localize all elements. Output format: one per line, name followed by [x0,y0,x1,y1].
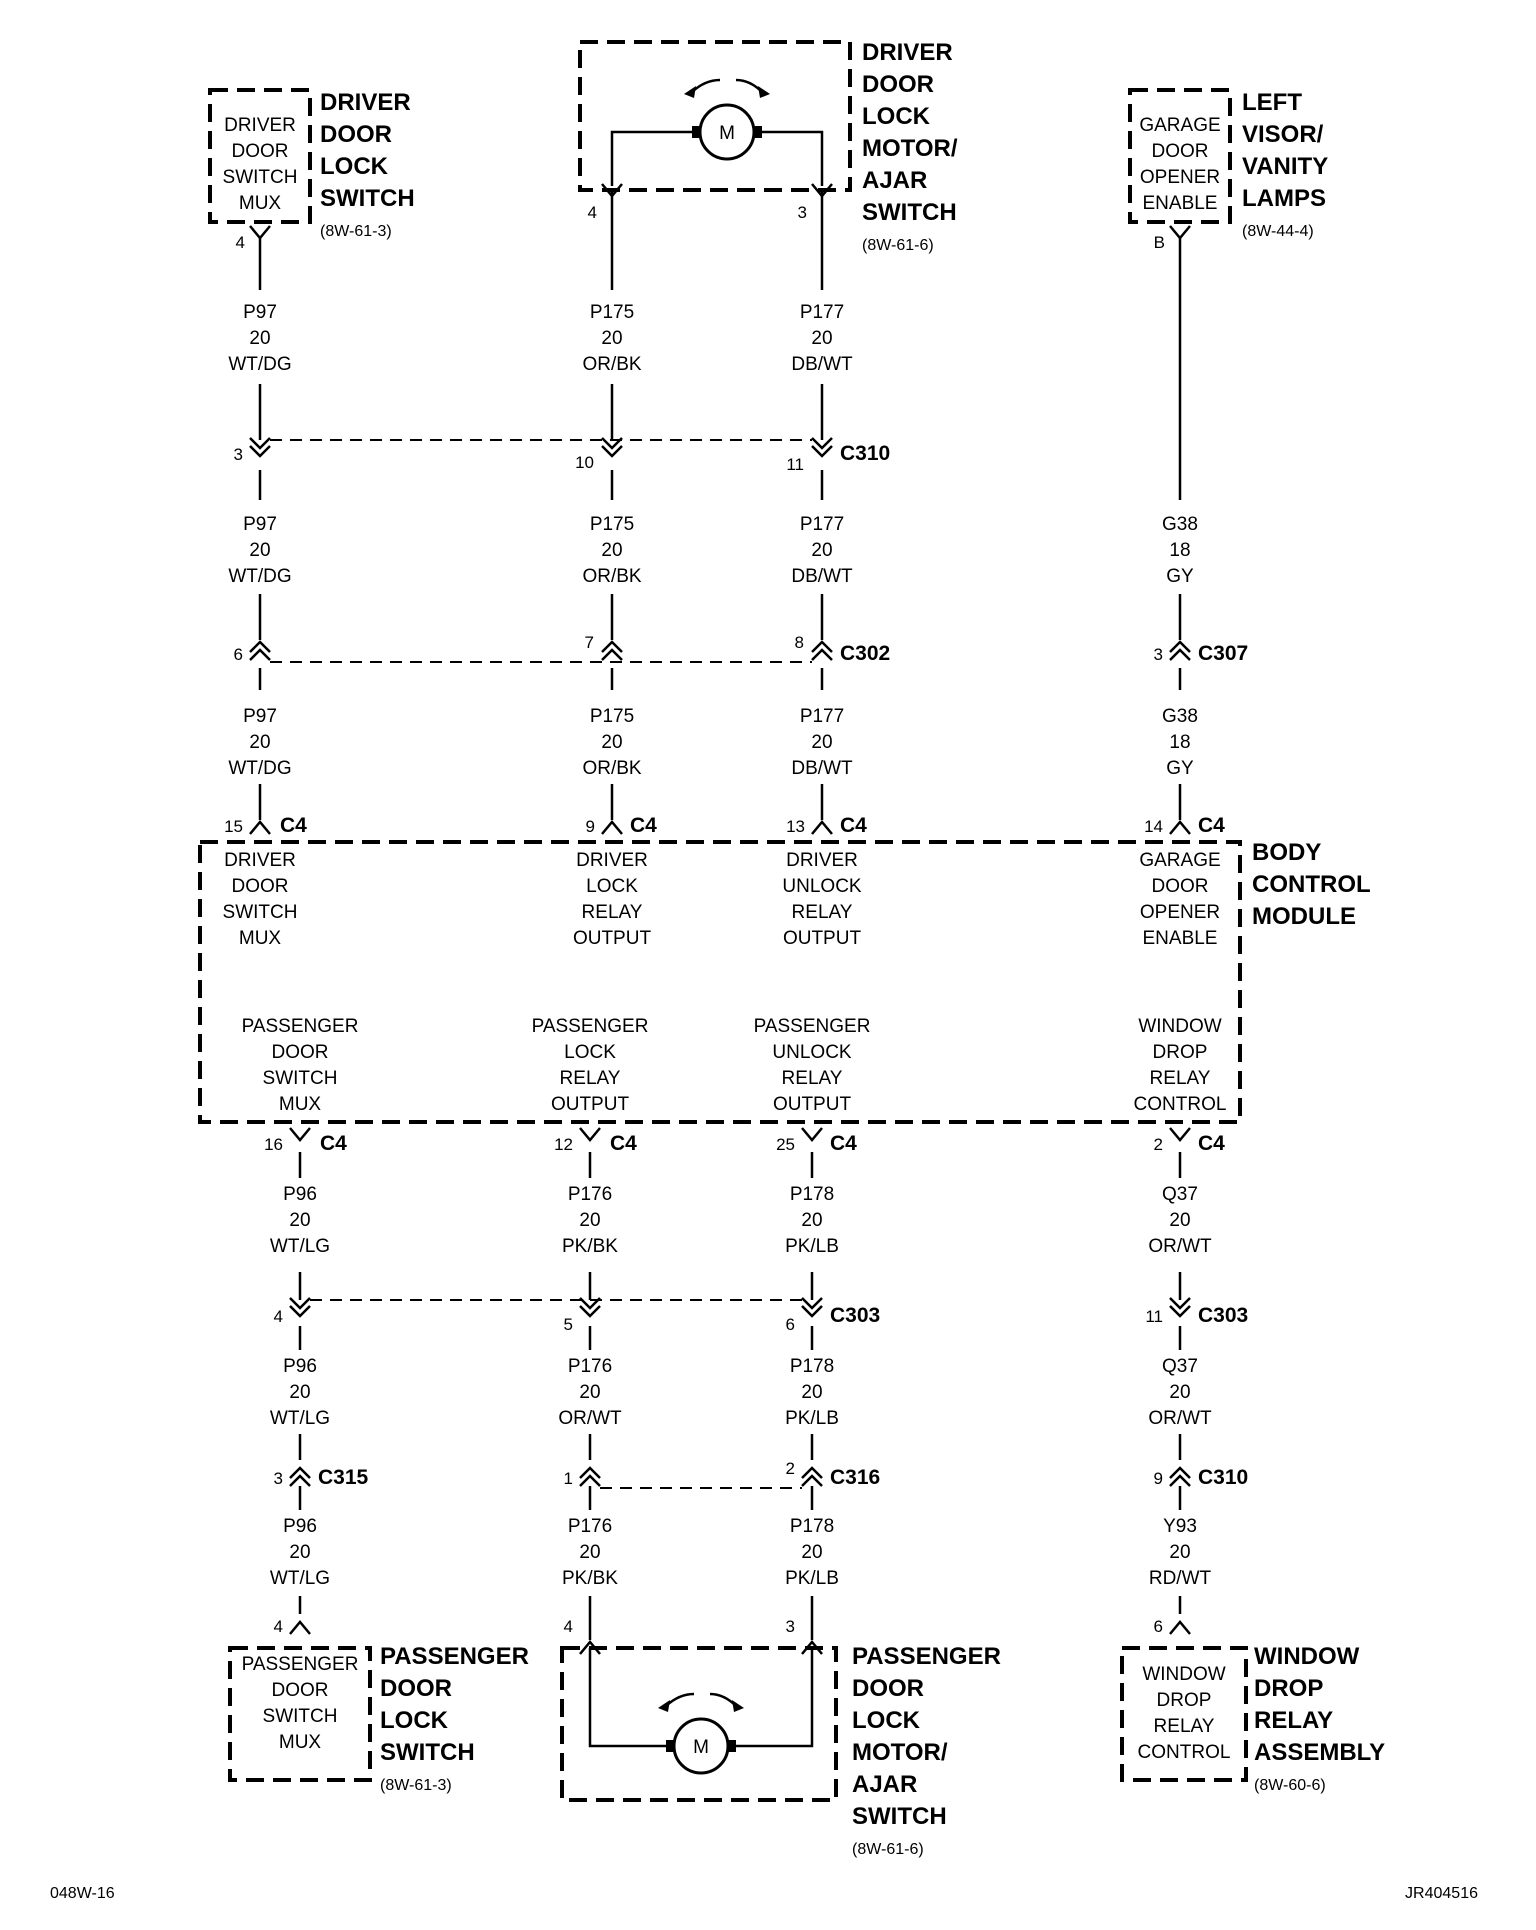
pin-g-c303: 6 [785,1315,795,1334]
wire-b1-color: OR/BK [582,354,642,375]
pin-bcm-9: 9 [585,817,595,836]
label-c315: C315 [318,1466,369,1489]
wire-g2-gauge: 20 [801,1382,823,1403]
wire-f1-gauge: 20 [579,1210,601,1231]
window-relay-inner-1: WINDOW [1142,1664,1226,1685]
bcm-top-c-3: RELAY [791,902,853,923]
pass-motor-title-5: AJAR [852,1771,918,1798]
wire-e1-color: WT/LG [269,1236,331,1257]
driver-motor-title-6: SWITCH [862,199,957,226]
label-c4-14: C4 [1198,814,1225,837]
wire-b3-color: OR/BK [582,758,642,779]
bcm-bot-b-3: RELAY [559,1068,621,1089]
driver-motor-arrow-right [736,80,762,92]
driver-switch-inner-1: DRIVER [224,115,296,136]
pass-motor-arrowhead-left [658,1700,670,1712]
visor-inner-3: OPENER [1139,167,1221,188]
label-c4-2: C4 [1198,1132,1225,1155]
label-c303-b: C303 [1198,1304,1249,1327]
wire-b3-id: P175 [589,706,635,727]
driver-switch-ref: (8W-61-3) [320,223,392,240]
pin-e-c303: 4 [273,1307,283,1326]
wire-b3-gauge: 20 [601,732,623,753]
bcm-top-c-4: OUTPUT [782,928,862,949]
driver-motor-m-label: M [719,123,735,144]
pass-motor-arrowhead-right [732,1700,744,1712]
bcm-top-b-1: DRIVER [576,850,648,871]
conn-e-c315 [290,1468,310,1486]
conn-visor-pin [1170,226,1190,238]
conn-d-c4 [1170,822,1190,834]
conn-b-c4 [602,822,622,834]
conn-driver-switch-pin [250,226,270,238]
pass-switch-title-2: DOOR [380,1675,452,1702]
wire-d2-color: GY [1166,758,1194,779]
bcm-bot-a-4: MUX [278,1094,322,1115]
driver-switch-title-1: DRIVER [320,89,411,116]
pin-bcm-15: 15 [224,817,243,836]
pin-c-c302: 8 [794,633,804,652]
driver-motor-title-5: AJAR [862,167,928,194]
bcm-bot-d-2: DROP [1152,1042,1208,1063]
wire-g1-color: PK/LB [785,1236,839,1257]
wire-e3-color: WT/LG [269,1568,331,1589]
wire-d1-color: GY [1166,566,1194,587]
pin-f-c316: 1 [563,1469,573,1488]
pin-f-c303: 5 [563,1315,573,1334]
label-c310: C310 [840,442,891,465]
driver-motor-arrow-left [692,80,720,92]
conn-g-c303 [802,1298,822,1316]
conn-h-c310 [1170,1468,1190,1486]
label-c307: C307 [1198,642,1249,665]
pass-motor-title-6: SWITCH [852,1803,947,1830]
visor-inner-1: GARAGE [1139,115,1221,136]
bcm-bot-b-2: LOCK [564,1042,616,1063]
bcm-bot-d-1: WINDOW [1138,1016,1222,1037]
wire-c3-color: DB/WT [791,758,853,779]
wire-a3-id: P97 [243,706,277,727]
wire-g2-id: P178 [789,1356,835,1377]
window-relay-inner-4: CONTROL [1137,1742,1231,1763]
window-relay-title-1: WINDOW [1254,1643,1360,1670]
wire-h3-color: RD/WT [1148,1568,1212,1589]
pass-switch-inner-3: SWITCH [262,1706,338,1727]
driver-switch-title-4: SWITCH [320,185,415,212]
wire-c1-color: DB/WT [791,354,853,375]
wire-c2-color: DB/WT [791,566,853,587]
pass-motor-arrow-right [710,1694,736,1706]
bcm-bot-d-4: CONTROL [1133,1094,1227,1115]
bcm-top-d-1: GARAGE [1139,850,1221,871]
bcm-bot-b-4: OUTPUT [550,1094,630,1115]
wire-h1-color: OR/WT [1148,1236,1212,1257]
wire-e2-gauge: 20 [289,1382,311,1403]
wire-c1-id: P177 [799,302,845,323]
label-c4-13: C4 [840,814,867,837]
window-relay-inner-2: DROP [1156,1690,1212,1711]
wire-f3-color: PK/BK [562,1568,618,1589]
driver-switch-title-3: LOCK [320,153,388,180]
label-c316: C316 [830,1466,881,1489]
wire-e2-color: WT/LG [269,1408,331,1429]
pass-switch-inner-1: PASSENGER [241,1654,359,1675]
wire-a2-gauge: 20 [249,540,271,561]
window-relay-title-2: DROP [1254,1675,1324,1702]
conn-b-c302 [602,642,622,660]
visor-inner-4: ENABLE [1142,193,1218,214]
pin-b-c310: 10 [575,453,594,472]
pass-motor-title-2: DOOR [852,1675,924,1702]
conn-a-c4 [250,822,270,834]
window-relay-ref: (8W-60-6) [1254,1777,1326,1794]
wire-h1-id: Q37 [1162,1184,1198,1205]
wire-b2-color: OR/BK [582,566,642,587]
pin-visor-b: B [1153,233,1165,252]
pin-h-c303: 11 [1145,1307,1163,1326]
pin-a-c310: 3 [233,445,243,464]
bcm-top-d-4: ENABLE [1142,928,1218,949]
visor-title-3: VANITY [1242,153,1329,180]
bcm-top-a-1: DRIVER [224,850,296,871]
wire-g3-id: P178 [789,1516,835,1537]
wire-f1-color: PK/BK [562,1236,618,1257]
wire-h3-gauge: 20 [1169,1542,1191,1563]
wire-b2-gauge: 20 [601,540,623,561]
label-c310-b: C310 [1198,1466,1249,1489]
pass-switch-title-4: SWITCH [380,1739,475,1766]
pin-driver-motor-4: 4 [587,203,597,222]
body-control-module-box [200,842,1240,1122]
wire-h2-gauge: 20 [1169,1382,1191,1403]
wire-a2-color: WT/DG [228,566,292,587]
wire-d1-id: G38 [1162,514,1198,535]
bcm-title-1: BODY [1252,839,1322,866]
wire-e1-gauge: 20 [289,1210,311,1231]
bcm-bot-a-3: SWITCH [262,1068,338,1089]
conn-window-relay-pin [1170,1622,1190,1634]
visor-title-1: LEFT [1242,89,1302,116]
pass-switch-title-3: LOCK [380,1707,448,1734]
pin-driver-motor-3: 3 [797,203,807,222]
pass-switch-inner-2: DOOR [271,1680,329,1701]
wire-d2-id: G38 [1162,706,1198,727]
pin-h-c310: 9 [1153,1469,1163,1488]
bcm-bot-a-2: DOOR [271,1042,329,1063]
bcm-top-labels [223,850,1221,949]
driver-switch-inner-3: SWITCH [222,167,298,188]
bcm-top-b-2: LOCK [586,876,638,897]
wire-f2-color: OR/WT [558,1408,622,1429]
pin-pass-motor-4: 4 [563,1617,573,1636]
pin-bcm-16: 16 [264,1135,283,1154]
conn-c-c310 [812,438,832,456]
pin-d-c307: 3 [1153,645,1163,664]
wire-d2-gauge: 18 [1169,732,1191,753]
pass-switch-title-1: PASSENGER [380,1643,529,1670]
conn-a-c302 [250,642,270,660]
bcm-title-3: MODULE [1252,903,1356,930]
conn-f-c4 [580,1128,600,1140]
label-c4-12: C4 [610,1132,637,1155]
pin-e-c315: 3 [273,1469,283,1488]
bcm-bot-c-4: OUTPUT [772,1094,852,1115]
wire-b2-id: P175 [589,514,635,535]
pin-g-c316: 2 [785,1459,795,1478]
wire-e1-id: P96 [283,1184,317,1205]
pin-window-relay-6: 6 [1153,1617,1163,1636]
wire-g1-id: P178 [789,1184,835,1205]
wire-a3-gauge: 20 [249,732,271,753]
wire-h2-id: Q37 [1162,1356,1198,1377]
bcm-bot-a-1: PASSENGER [241,1016,359,1037]
wire-c3-id: P177 [799,706,845,727]
wire-e3-gauge: 20 [289,1542,311,1563]
driver-motor-arrowhead-right [758,86,770,98]
pin-bcm-25: 25 [776,1135,795,1154]
pin-b-c302: 7 [584,633,594,652]
wire-c1-gauge: 20 [811,328,833,349]
label-c4-15: C4 [280,814,307,837]
bcm-bot-c-3: RELAY [781,1068,843,1089]
driver-switch-inner-2: DOOR [231,141,289,162]
visor-title-4: LAMPS [1242,185,1326,212]
bcm-title-2: CONTROL [1252,871,1371,898]
bcm-top-b-4: OUTPUT [572,928,652,949]
visor-title-2: VISOR/ [1242,121,1324,148]
wire-a1-gauge: 20 [249,328,271,349]
window-relay-inner-3: RELAY [1153,1716,1215,1737]
bcm-bot-c-1: PASSENGER [753,1016,871,1037]
wire-c2-gauge: 20 [811,540,833,561]
driver-motor-title-3: LOCK [862,103,930,130]
wire-d1-gauge: 18 [1169,540,1191,561]
wire-c2-id: P177 [799,514,845,535]
conn-d-c307 [1170,642,1190,660]
label-c4-9: C4 [630,814,657,837]
bcm-top-c-1: DRIVER [786,850,858,871]
pass-motor-title-3: LOCK [852,1707,920,1734]
conn-pass-switch-pin [290,1622,310,1634]
driver-switch-inner-4: MUX [238,193,282,214]
driver-motor-ref: (8W-61-6) [862,237,934,254]
wire-b1-gauge: 20 [601,328,623,349]
bcm-bottom-labels [242,1016,1227,1115]
label-c4-25: C4 [830,1132,857,1155]
conn-g-c316 [802,1468,822,1486]
bcm-top-a-3: SWITCH [222,902,298,923]
pass-switch-inner-4: MUX [278,1732,322,1753]
pass-motor-ref: (8W-61-6) [852,1841,924,1858]
driver-motor-arrowhead-left [684,86,696,98]
wire-a1-id: P97 [243,302,277,323]
wire-a2-id: P97 [243,514,277,535]
wire-f2-gauge: 20 [579,1382,601,1403]
footer-figure-id: 048W-16 [50,1885,115,1902]
pin-pass-switch-4: 4 [273,1617,283,1636]
bcm-top-a-4: MUX [238,928,282,949]
wire-f3-id: P176 [567,1516,613,1537]
pass-switch-ref: (8W-61-3) [380,1777,452,1794]
pass-motor-arrow-left [666,1694,694,1706]
visor-inner-2: DOOR [1151,141,1209,162]
wire-f1-id: P176 [567,1184,613,1205]
label-c302: C302 [840,642,891,665]
conn-e-c303 [290,1298,310,1316]
conn-h-c4 [1170,1128,1190,1140]
footer-image-id: JR404516 [1405,1885,1478,1902]
bcm-top-b-3: RELAY [581,902,643,923]
wire-g1-gauge: 20 [801,1210,823,1231]
bcm-bot-c-2: UNLOCK [772,1042,852,1063]
wire-g3-color: PK/LB [785,1568,839,1589]
label-c303-a: C303 [830,1304,881,1327]
wire-g3-gauge: 20 [801,1542,823,1563]
bcm-bot-d-3: RELAY [1149,1068,1211,1089]
wire-c3-gauge: 20 [811,732,833,753]
pin-driver-switch: 4 [235,233,245,252]
wire-h3-id: Y93 [1163,1516,1197,1537]
pass-motor-m-label: M [693,1737,709,1758]
conn-a-c310 [250,438,270,456]
wire-g2-color: PK/LB [785,1408,839,1429]
bcm-top-d-2: DOOR [1151,876,1209,897]
pass-motor-title-1: PASSENGER [852,1643,1001,1670]
window-relay-title-3: RELAY [1254,1707,1334,1734]
bcm-top-a-2: DOOR [231,876,289,897]
pin-c-c310: 11 [786,455,804,474]
bcm-top-c-2: UNLOCK [782,876,862,897]
wire-a1-color: WT/DG [228,354,292,375]
pin-bcm-13: 13 [786,817,805,836]
pass-motor-title-4: MOTOR/ [852,1739,948,1766]
label-c4-16: C4 [320,1132,347,1155]
pin-bcm-2: 2 [1153,1135,1163,1154]
wire-h1-gauge: 20 [1169,1210,1191,1231]
wire-e2-id: P96 [283,1356,317,1377]
pin-pass-motor-3: 3 [785,1617,795,1636]
driver-motor-title-4: MOTOR/ [862,135,958,162]
driver-motor-title-1: DRIVER [862,39,953,66]
window-relay-title-4: ASSEMBLY [1254,1739,1386,1766]
conn-h-c303 [1170,1298,1190,1316]
conn-g-c4 [802,1128,822,1140]
pin-bcm-14: 14 [1144,817,1163,836]
driver-switch-title-2: DOOR [320,121,392,148]
wire-e3-id: P96 [283,1516,317,1537]
pin-a-c302: 6 [233,645,243,664]
driver-motor-title-2: DOOR [862,71,934,98]
conn-c-c4 [812,822,832,834]
wire-f2-id: P176 [567,1356,613,1377]
conn-c-c302 [812,642,832,660]
conn-f-c316 [580,1468,600,1486]
wire-a3-color: WT/DG [228,758,292,779]
wire-b1-id: P175 [589,302,635,323]
conn-e-c4 [290,1128,310,1140]
wire-h2-color: OR/WT [1148,1408,1212,1429]
bcm-top-d-3: OPENER [1139,902,1221,923]
visor-ref: (8W-44-4) [1242,223,1314,240]
bcm-bot-b-1: PASSENGER [531,1016,649,1037]
wire-f3-gauge: 20 [579,1542,601,1563]
pin-bcm-12: 12 [554,1135,573,1154]
